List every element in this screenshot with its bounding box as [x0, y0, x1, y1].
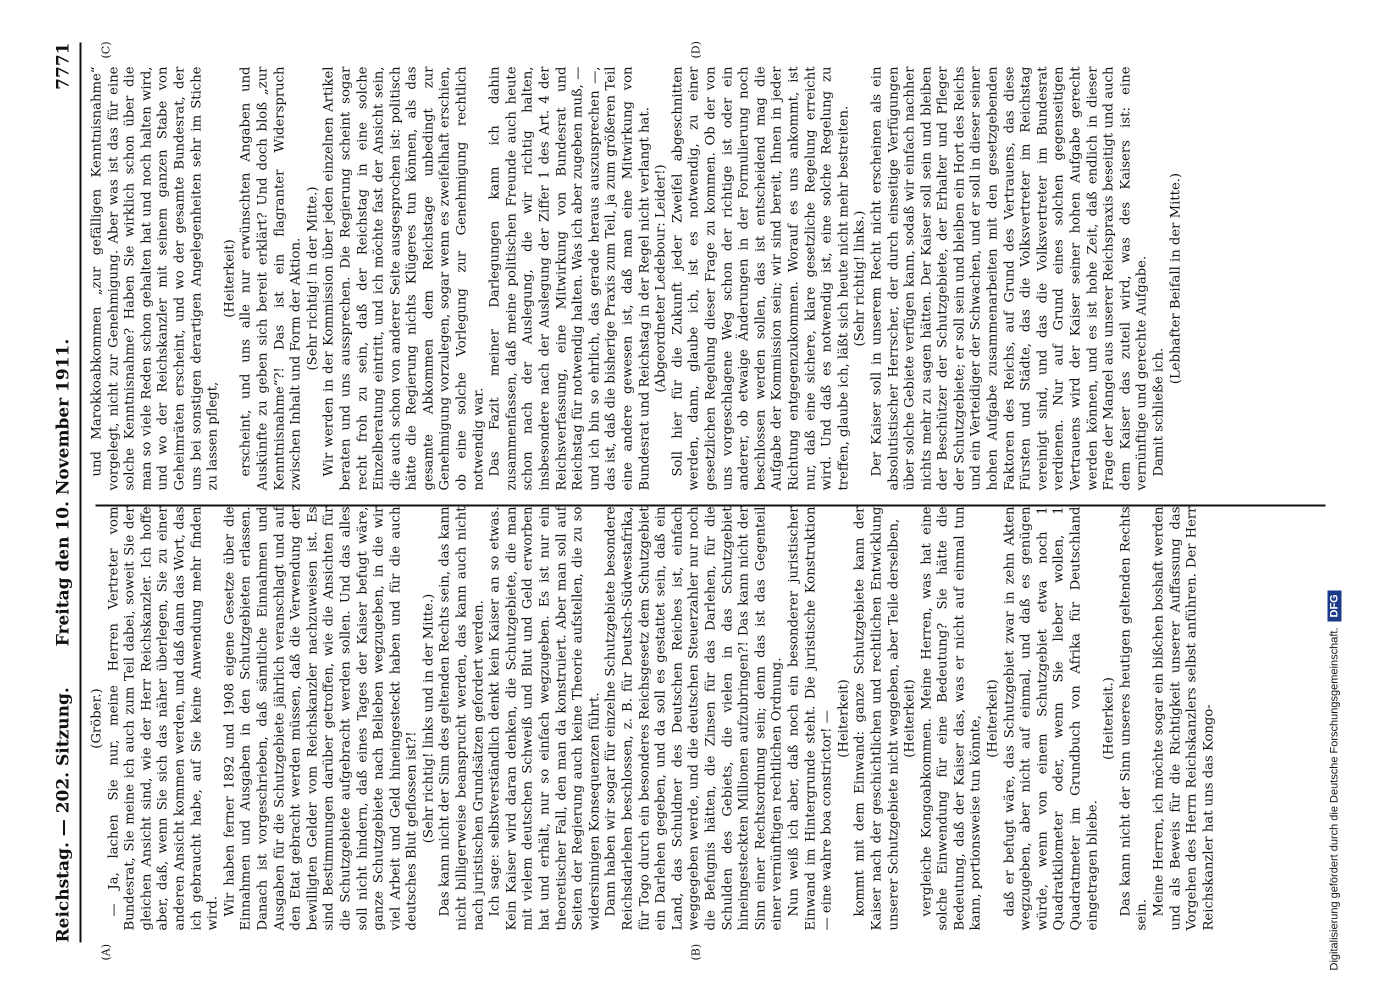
paragraph: Der Kaiser soll in unserem Recht nicht erscheinen als ein absolutistischer Herrscher, der durch einseitige Verfügungen über solche Gebiete verfügen kann, sodaß wir einfach nachher nichts mehr zu sagen hätten. Der Kaiser soll sein und bleiben der Beschützer der Schutzgebiete, der Erhalter und Pfleger der Schutzgebiete; er soll sein und bleiben ein Hort des Reichs und ein Verteidiger der Schwachen, und er soll in dieser seiner hohen Aufgabe zusammenarbeiten mit den gesetzgebenden Faktoren des Reichs, auf Grund des Vertrauens, das diese Fürsten und Städte, das die Volksvertreter im Reichstag vereinigt sind, und das die Volksvertreter im Bundesrat verdienen. Nur auf Grund eines solchen gegenseitigen Vertrauens wird der Kaiser seiner hohen Aufgabe gerecht werden können, und es ist hohe Zeit, daß endlich in dieser Frage der Mangel aus unserer Reichspraxis beseitigt und auch dem Kaiser das zuteil wird, was des Kaisers ist: eine vernünftige und gerechte Aufgabe. [869, 66, 1150, 491]
paragraph: (Gröber.) [89, 688, 105, 749]
paragraph: Ich sage: selbstverständlich denkt kein Kaiser an so etwas. Kein Kaiser wird daran denken, die Schutzgebiete, die man mit vielem deutschen Schweiß und Blut und Geld erworben hat und erhält, nur so einfach wegzugeben. Es ist nur ein theoretischer Fall, den man da konstruiert. Aber man soll auf Seiten der Regierung auch keine Theorie aufstellen, die zu so widersinnigen Konsequenzen führt. [487, 506, 603, 931]
paragraph: vergleiche Kongoabkommen. Meine Herren, was hat eine solche Einwendung für eine Bedeutung? Sie hätte die Bedeutung, daß der Kaiser das, was er nicht auf einmal tun kann, portionsweise tun könnte, [919, 506, 984, 931]
paragraph: (Sehr richtig! in der Mitte.) [305, 186, 321, 371]
paragraph: (Sehr richtig! links und in der Mitte.) [421, 593, 437, 844]
paragraph: (Heiterkeit) [902, 679, 918, 758]
paragraph: (Heiterkeit) [985, 679, 1001, 758]
page-header [28, 43, 88, 943]
header-center: Freitag den 10. November 1911. [53, 338, 74, 647]
paragraph: Das Fazit meiner Darlegungen kann ich dahin zusammenfassen, daß meine politischen Freunde auch heute schon nach der Auslegung, die wir richtig halten, insbesondere nach der Auslegung der Ziffer 1 des Art. 4 der Reichsverfassung, eine Mitwirkung von Bundesrat und Reichstag für notwendig halten. Was ich aber zugeben muß, — und ich bin so ehrlich, das gerade heraus auszusprechen —, das ist, daß die bisherige Praxis zum Teil, ja zum größeren Teil eine andere gewesen ist, daß man eine Mitwirkung von Bundesrat und Reichstag in der Regel nicht verlangt hat. [487, 66, 653, 491]
paragraph: Meine Herren, ich möchte sogar ein bißchen boshaft werden und als Beweis für die Richtigkeit unserer Auffassung das Vorgehen des Herrn Reichskanzlers selbst anführen. Der Herr Reichskanzler hat uns das Kongo- [1151, 506, 1217, 931]
footer-credit [1328, 590, 1342, 970]
dfg-logo: DFG [1328, 590, 1342, 621]
paragraph: (Heiterkeit.) [1101, 677, 1117, 760]
column-separator [96, 505, 1326, 507]
document-page [0, 1, 1383, 1001]
paragraph: und Marokkoabkommen „zur gefälligen Kenntnisnahme“ vorgelegt, nicht zur Genehmigung. Aber was ist das für eine solche Kenntnisnahme? Haben Sie wirklich schon über die man so viele Reden schon gehalten hat und noch halten wird, und wo der Reichskanzler mit seinem ganzen Stabe von Geheimräten erscheint, und wo der gesamte Bundesrat, der uns bei sonstigen derartigen Angelegenheiten sehr im Stiche zu lassen pflegt, [89, 66, 221, 491]
paragraph: Soll hier für die Zukunft jeder Zweifel abgeschnitten werden, dann, glaube ich, ist es notwendig, zu einer gesetzlichen Regelung dieser Frage zu kommen. Ob der von uns vorgeschlagene Weg schon der richtige ist oder ein anderer, ob etwaige Änderungen in der Formulierung noch beschlossen werden sollen, das ist entscheidend mag die Aufgabe der Kommission sein; wir sind bereit, Ihnen in jeder Richtung entgegenzukommen. Worauf es uns ankommt, ist nur, daß eine sichere, klare gesetzliche Regelung erreicht wird. Und daß es notwendig ist, eine solche Regelung zu treffen, glaube ich, läßt sich heute nicht mehr bestreiten. [670, 66, 852, 491]
paragraph: (Heiterkeit) [222, 239, 238, 318]
paragraph: (Sehr richtig! links.) [852, 210, 868, 347]
paragraph: (Heiterkeit) [836, 679, 852, 758]
text-column-right [90, 67, 1185, 491]
paragraph: (Lebhafter Beifall in der Mitte.) [1168, 172, 1184, 385]
paragraph: kommt mit dem Einwand: ganze Schutzgebiete kann der Kaiser nach der geschichtlichen und rechtlichen Entwicklung unserer Schutzgebiete nicht weggeben, aber Teile derselben, [852, 506, 901, 931]
paragraph: Wir werden in der Kommission über jeden einzelnen Artikel beraten und uns aussprechen. Die Regierung scheint sogar recht froh zu sein, daß der Reichstag in eine solche Einzelberatung eintritt, und ich möchte fast der Ansicht sein, die auch schon von anderer Seite ausgesprochen ist: politisch hätte die Regierung nichts Klügeres tun können, als das gesamte Abkommen dem Reichstage unbedingt zur Genehmigung vorzulegen, sogar wenn es zweifelhaft erschien, ob eine solche Vorlegung zur Genehmigung rechtlich notwendig war. [321, 66, 487, 491]
paragraph: Damit schließe ich. [1151, 347, 1167, 477]
paragraph: Wir haben ferner 1892 und 1908 eigene Gesetze über die Einnahmen und Ausgaben in den Schutzgebieten erlassen. Danach ist vorgeschrieben, daß sämtliche Einnahmen und Ausgaben für die Schutzgebiete jährlich veranschlagt und auf den Etat gebracht werden müssen, daß die Verwendung der bewilligten Gelder vom Reichskanzler nachzuweisen ist. Es sind Bestimmungen darüber getroffen, wie die Ansichten für die Schutzgebiete aufgebracht werden sollen. Und das alles soll nicht hindern, daß eines Tages der Kaiser befugt wäre, ganze Schutzgebiete nach Belieben wegzugeben, in die wir viel Arbeit und Geld hineingesteckt haben und für die auch deutsches Blut geflossen ist?! [222, 506, 420, 931]
paragraph: erscheint, und uns alle nur erwünschten Angaben und Auskünfte zu geben sich bereit erklärt? Und doch bloß „zur Kenntnisnahme“?! Das ist ein flagranter Widerspruch zwischen Inhalt und Form der Aktion. [238, 66, 304, 491]
margin-mark-c: (C) [99, 41, 113, 59]
margin-mark-a: (A) [99, 943, 113, 961]
paragraph: (Abgeordneter Ledebour: Leider!) [653, 164, 669, 393]
header-rule [80, 43, 82, 943]
page-number: 7771 [53, 42, 74, 90]
margin-mark-b: (B) [689, 943, 703, 961]
paragraph: Das kann nicht der Sinn unseres heutigen geltenden Rechts sein. [1118, 506, 1150, 931]
margin-mark-d: (D) [689, 41, 703, 59]
paragraph: daß er befugt wäre, das Schutzgebiet zwar in zehn Akten wegzugeben, aber nicht auf einmal, und daß es genügen würde, wenn von einem Schutzgebiet etwa noch 1 Quadratkilometer oder, wenn Sie lieber wollen, 1 Quadratmeter im Grundbuch von Afrika für Deutschland eingetragen bliebe. [1002, 506, 1101, 931]
paragraph: Dann haben wir sogar für einzelne Schutzgebiete besondere Reichsdarlehen beschlossen, z. B. für Deutsch-Südwestafrika, für Togo durch ein besonderes Reichsgesetz dem Schutzgebiet ein Darlehen gegeben, und da soll es gestattet sein, daß ein Land, das Schuldner des Deutschen Reiches ist, einfach weggegeben werde, und die deutschen Steuerzahler nur noch die Befugnis hätten, die Zinsen für das Darlehen, für die Schulden des Gebiets, die vielen in das Schutzgebiet hineingesteckten Millionen aufzubringen?! Das kann nicht der Sinn einer Rechtsordnung sein; denn das ist das Gegenteil einer vernünftigen rechtlichen Ordnung. [603, 506, 785, 931]
paragraph: Das kann nicht der Sinn des geltenden Rechts sein, das kann nicht billigerweise beansprucht werden, das kann auch nicht nach juristischen Grundsätzen gefordert werden. [437, 506, 487, 931]
text-column-left [90, 507, 1218, 931]
paragraph: Nun weiß ich aber, daß noch ein besonderer juristischer Einwand im Hintergrunde steht. Die juristische Konstruktion — eine wahre boa constrictor! — [786, 506, 835, 931]
footer-text: Digitalisierung gefördert durch die Deutsche Forschungsgemeinschaft. [1328, 627, 1341, 971]
paragraph: — Ja, lachen Sie nur, meine Herren Vertreter vom Bundesrat, Sie meine ich auch zum Teil dabei, soweit Sie der gleichen Ansicht sind, wie der Herr Reichskanzler. Ich hoffe aber, daß, wenn Sie sich das näher überlegen, Sie zu einer anderen Ansicht kommen werden, und daß dann das Wort, das ich gebraucht habe, auf Sie keine Anwendung mehr finden wird. [106, 506, 221, 931]
header-left: Reichstag. — 202. Sitzung. [53, 687, 74, 943]
